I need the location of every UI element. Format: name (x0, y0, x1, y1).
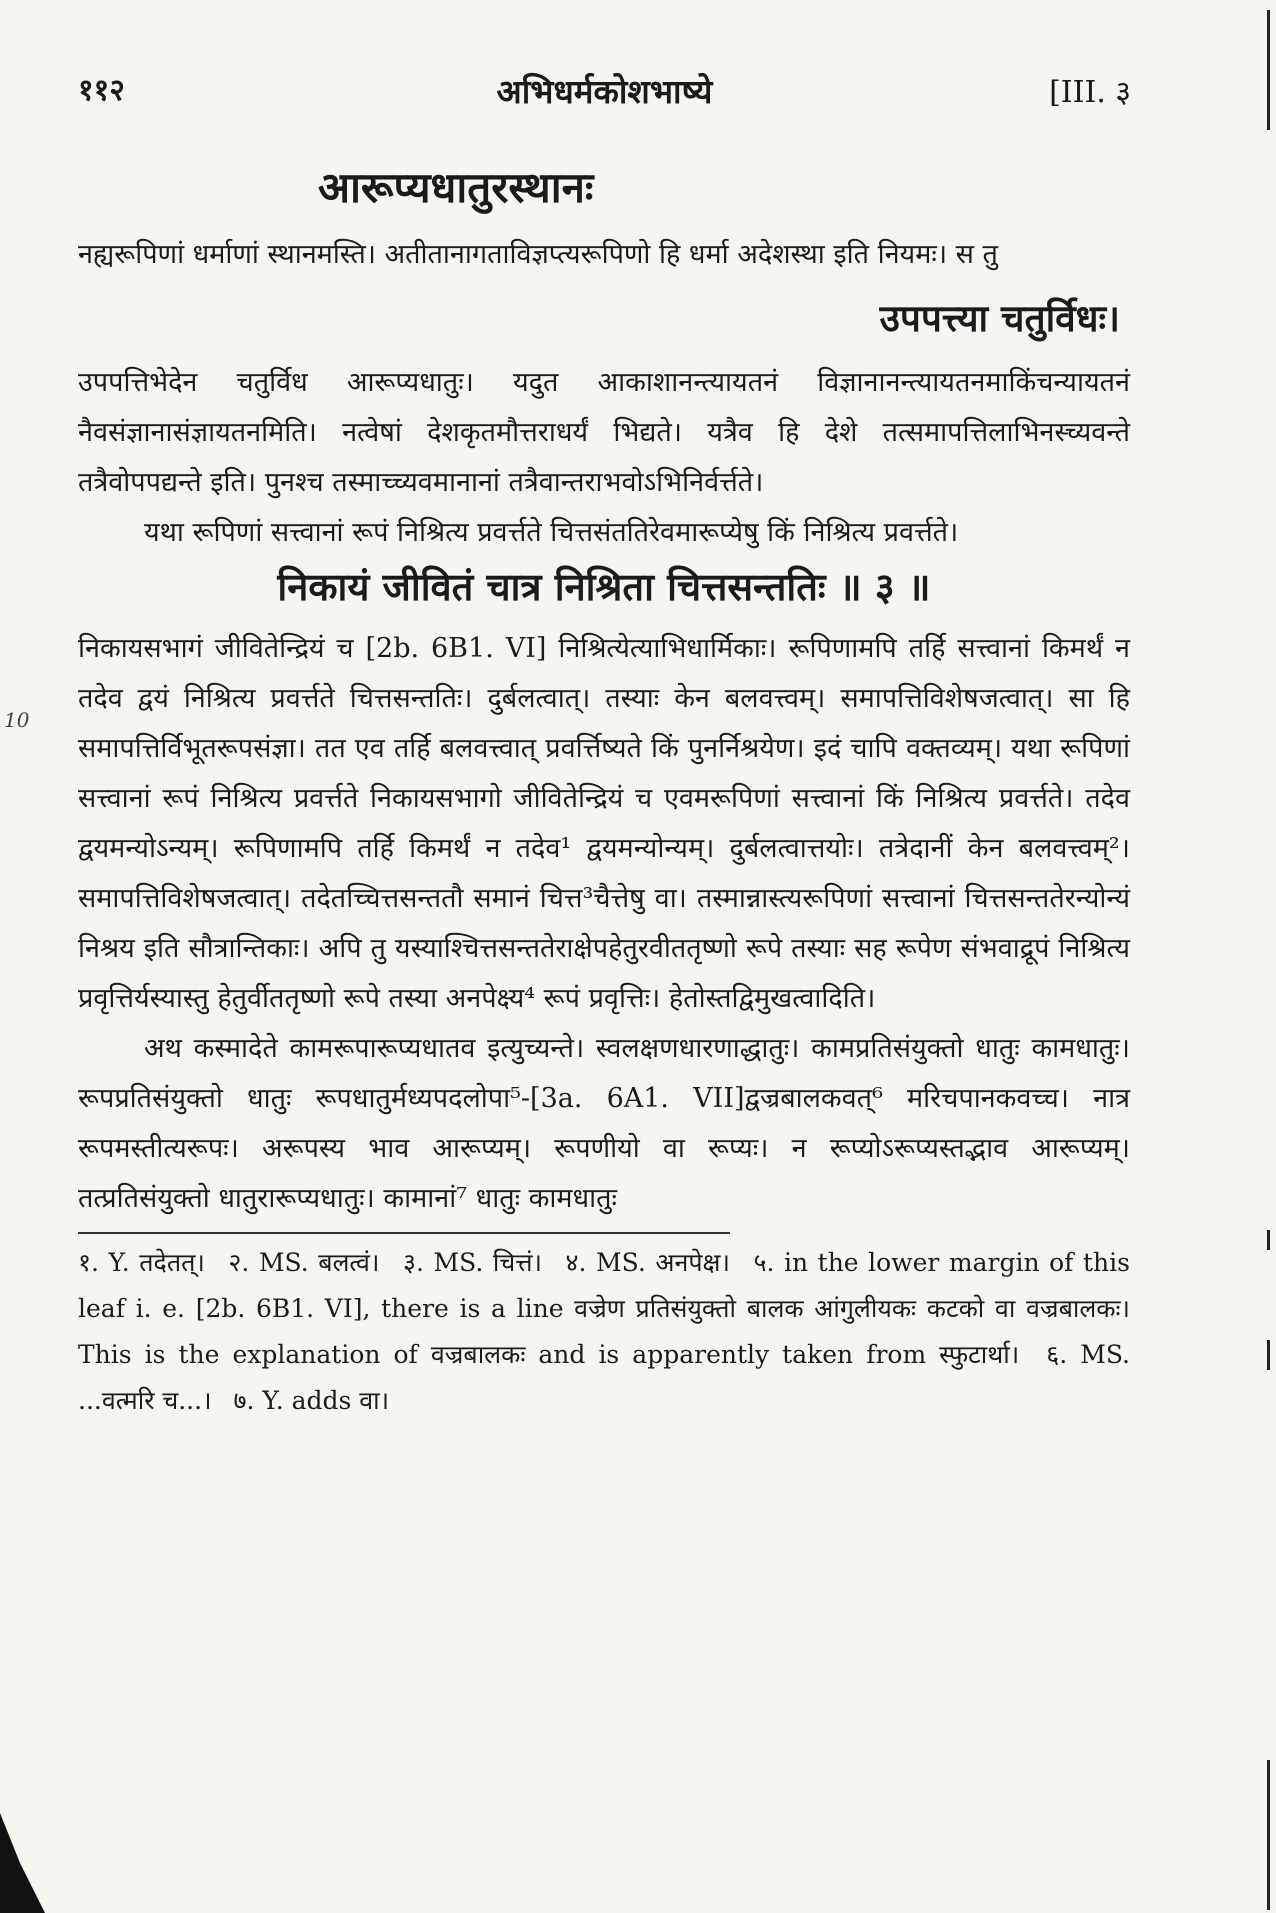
main-text (78, 160, 1130, 1424)
footnote-2: २. MS. बलत्वं। (228, 1248, 380, 1277)
footnote-7: ७. Y. adds वा। (233, 1386, 390, 1415)
paragraph: यथा रूपिणां सत्त्वानां रूपं निश्रित्य प्रवर्त्तते चित्तसंततिरेवमारूप्येषु किं निश्रित्य प्रवर्त्तते। (144, 517, 959, 548)
verse-line: उपपत्त्या चतुर्विधः। (879, 296, 1120, 340)
page-edge-shadow (1267, 1230, 1270, 1250)
verse-karika: निकायं जीवितं चात्र निश्रिता चित्तसन्ततिः ॥ ३ ॥ (277, 564, 931, 609)
page-header (78, 68, 1131, 118)
page-number: ११२ (78, 73, 125, 108)
footnote-6: ६. MS. ...वत्मरि च...। (78, 1340, 1130, 1415)
section-title: आरूप्यधातुरस्थानः (318, 163, 594, 212)
paragraph: उपपत्तिभेदेन चतुर्विध आरूप्यधातुः। यदुत आकाशानन्त्यायतनं विज्ञानानन्त्यायतनमाकिंचन्यायतनं नैवसंज्ञानासंज्ञायतनमिति। नत्वेषां देशकृतमौत्तराधर्यं भिद्यते। यत्रैव हि देशे तत्समापत्तिलाभिनस्च्यवन्ते तत्रैवोपपद्यन्ते इति। पुनश्च तस्माच्च्यवमानानां तत्रैवान्तराभवोऽभिनिर्वर्त्तते। (78, 367, 1130, 498)
paragraph: नह्यरूपिणां धर्माणां स्थानमस्ति। अतीतानागताविज्ञप्त्यरूपिणो हि धर्मा अदेशस्था इति नियमः। स तु (78, 239, 998, 270)
footnote-3: ३. MS. चित्तं। (403, 1248, 542, 1277)
page-edge-shadow (1267, 1340, 1270, 1370)
margin-line-number: 10 (4, 708, 30, 732)
footnote-5: ५. in the lower margin of this leaf i. e. [2b. 6B1. VI], there is a line वज्रेण प्रतिसंयुक्तो बालक आंगुलीयकः कटको वा वज्रबालकः। This is the explanation of वज्रबालकः and is apparently taken from स्फुटार्था। (78, 1248, 1130, 1369)
running-title: अभिधर्मकोशभाष्ये (496, 72, 713, 111)
footnotes (78, 1240, 1130, 1424)
paragraph: निकायसभागं जीवितेन्द्रियं च [2b. 6B1. VI] निश्रित्येत्याभिधार्मिकाः। रूपिणामपि तर्हि सत्त्वानां किमर्थं न तदेव द्वयं निश्रित्य प्रवर्त्तते चित्तसन्ततिः। दुर्बलत्वात्। तस्याः केन बलवत्त्वम्। समापत्तिविशेषजत्वात्। सा हि समापत्तिर्विभूतरूपसंज्ञा। तत एव तर्हि बलवत्त्वात् प्रवर्त्तिष्यते किं पुनर्निश्रयेण। इदं चापि वक्तव्यम्। यथा रूपिणां सत्त्वानां रूपं निश्रित्य प्रवर्त्तते निकायसभागो जीवितेन्द्रियं च एवमरूपिणां सत्त्वानां किं निश्रित्य प्रवर्त्तते। तदेव द्वयमन्योऽन्यम्। रूपिणामपि तर्हि किमर्थं न तदेव¹ द्वयमन्योन्यम्। दुर्बलत्वात्तयोः। तत्रेदानीं केन बलवत्त्वम्²। समापत्तिविशेषजत्वात्। तदेतच्चित्तसन्ततौ समानं चित्त³चैत्तेषु वा। तस्मान्नास्त्यरूपिणां सत्त्वानां चित्तसन्ततेरन्योन्यं निश्रय इति सौत्रान्तिकाः। अपि तु यस्याश्चित्तसन्ततेराक्षेपहेतुरवीततृष्णो रूपे तस्याः सह रूपेण संभवाद्रूपं निश्रित्य प्रवृत्तिर्यस्यास्तु हेतुर्वीततृष्णो रूपे तस्या अनपेक्ष्य⁴ रूपं प्रवृत्तिः। हेतोस्तद्विमुखत्वादिति। (78, 633, 1130, 1014)
page-edge-shadow (1267, 10, 1270, 130)
page-edge-shadow (1267, 1760, 1270, 1910)
footnote-4: ४. MS. अनपेक्ष। (565, 1248, 730, 1277)
footnote-1: १. Y. तदेतत्। (78, 1248, 205, 1277)
scan-corner-shadow (0, 1813, 60, 1913)
section-marker: [III. ३ (1049, 75, 1131, 110)
paragraph: अथ कस्मादेते कामरूपारूप्यधातव इत्युच्यन्ते। स्वलक्षणधारणाद्धातुः। कामप्रतिसंयुक्तो धातुः कामधातुः। रूपप्रतिसंयुक्तो धातुः रूपधातुर्मध्यपदलोपा⁵-[3a. 6A1. VII]द्वज्रबालकवत्⁶ मरिचपानकवच्च। नात्र रूपमस्तीत्यरूपः। अरूपस्य भाव आरूप्यम्। रूपणीयो वा रूप्यः। न रूप्योऽरूप्यस्तद्भाव आरूप्यम्। तत्प्रतिसंयुक्तो धातुरारूप्यधातुः। कामानां⁷ धातुः कामधातुः (78, 1033, 1130, 1214)
footnote-divider (78, 1232, 730, 1234)
